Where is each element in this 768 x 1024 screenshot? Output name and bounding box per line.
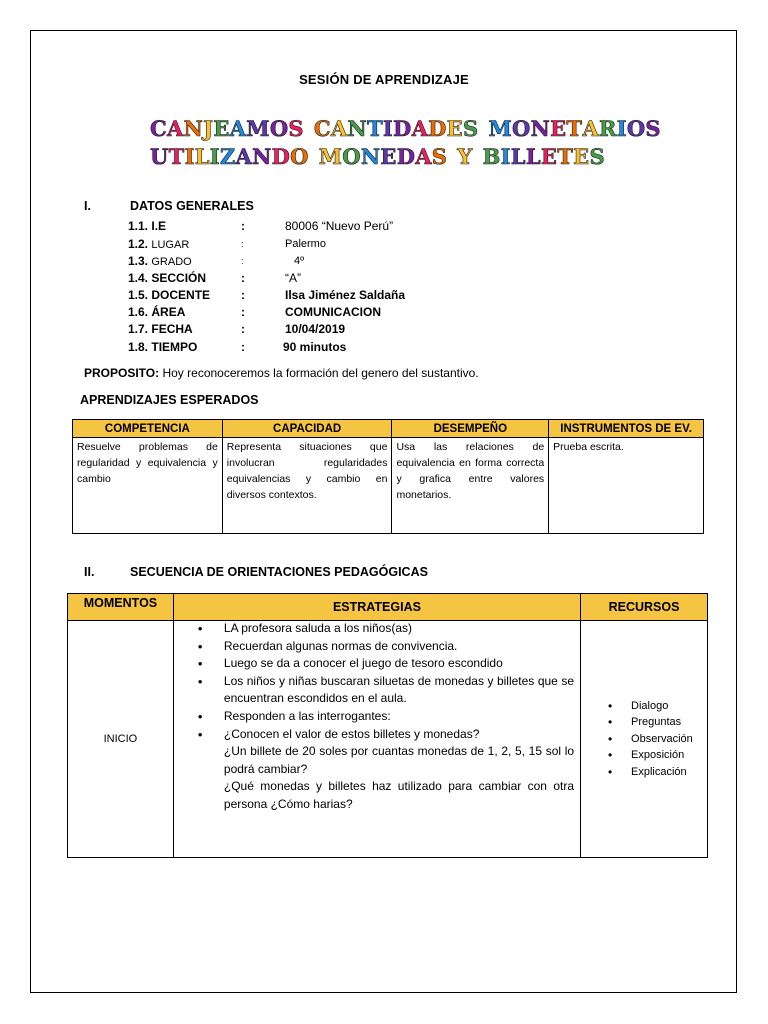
banner-letter: M [318, 144, 343, 169]
section-2-heading: SECUENCIA DE ORIENTACIONES PEDAGÓGICAS [130, 565, 428, 579]
banner-letter: T [566, 116, 583, 141]
recurso-item: • Exposición [608, 747, 707, 764]
banner-letter: N [360, 144, 381, 169]
banner-letter: M [246, 116, 270, 141]
banner-letter: C [150, 116, 168, 141]
proposito-label: PROPOSITO: [84, 366, 160, 380]
banner-letter: N [252, 144, 272, 169]
estrategias-cell [173, 621, 580, 858]
banner-line-2 [150, 144, 605, 169]
banner-letter: N [530, 116, 551, 141]
banner-letter: O [269, 116, 289, 141]
col-recursos: RECURSOS [581, 594, 708, 621]
cell-capacidad: Representa situaciones que involucran regularidades equivalencias y cambio en diversos contextos. [222, 438, 392, 534]
table-row [68, 621, 708, 858]
banner-letter: E [540, 144, 558, 169]
banner-letter [473, 144, 483, 169]
strategy-item: • Luego se da a conocer el juego de tesoro escondido [182, 655, 574, 673]
banner-letter: Z [219, 144, 236, 169]
banner-letter: A [235, 144, 253, 169]
col-momentos: MOMENTOS [68, 594, 174, 621]
proposito [84, 366, 479, 380]
section-1-numeral: I. [84, 199, 91, 213]
banner-letter: I [500, 144, 511, 169]
strategy-item: ¿Qué monedas y billetes haz utilizado para cambiar con otra persona ¿Cómo harias? [223, 779, 575, 811]
cell-competencia: Resuelve problemas de regularidad y equivalencia y cambio [73, 438, 223, 534]
strategy-item: • Recuerdan algunas normas de convivencia. [182, 638, 574, 656]
banner-letter [304, 116, 314, 141]
banner-letter: A [330, 116, 348, 141]
banner-letter: S [589, 144, 605, 169]
banner-letter: I [184, 144, 195, 169]
table-row [73, 438, 704, 534]
banner-letter: M [488, 116, 512, 141]
banner-letter: O [512, 116, 531, 141]
recursos-list [581, 698, 707, 781]
recurso-item: • Preguntas [608, 714, 707, 731]
banner-letter: T [168, 144, 185, 169]
banner-letter: C [313, 116, 331, 141]
banner-letter: U [150, 144, 169, 169]
banner-letter: S [431, 144, 448, 169]
aprendizajes-table [72, 419, 704, 534]
col-instrumentos: INSTRUMENTOS DE EV. [549, 420, 704, 438]
banner-letter [478, 116, 488, 141]
strategy-item: • Responden a las interrogantes: [182, 708, 574, 726]
banner-letter: S [288, 116, 304, 141]
recurso-item: • Dialogo [608, 698, 707, 715]
aprendizajes-heading: APRENDIZAJES ESPERADOS [80, 393, 259, 407]
strategy-list [174, 620, 580, 814]
banner-letter: A [415, 144, 432, 169]
banner-letter: B [482, 144, 501, 169]
secuencia-header-row [68, 594, 708, 621]
banner-letter: A [167, 116, 184, 141]
banner-letter: L [510, 144, 526, 169]
section-1-heading: DATOS GENERALES [130, 199, 254, 213]
banner-letter: D [271, 144, 291, 169]
proposito-text: Hoy reconoceremos la formación del genero del sustantivo. [162, 366, 479, 380]
strategy-item: ¿Un billete de 20 soles por cuantas monedas de 1, 2, 5, 15 sol lo podrá cambiar? [223, 744, 575, 776]
banner-letter [447, 144, 457, 169]
banner-letter: N [347, 116, 367, 141]
banner-letter: O [626, 116, 646, 141]
momento-inicio: INICIO [68, 621, 174, 858]
banner-letter: A [229, 116, 247, 141]
banner-letter: L [194, 144, 210, 169]
recurso-item: • Explicación [608, 764, 707, 781]
banner-letter: O [290, 144, 309, 169]
banner-letter: R [598, 116, 617, 141]
cell-instrumentos: Prueba escrita. [549, 438, 704, 534]
banner-letter: J [203, 116, 214, 141]
banner-letter: E [213, 116, 230, 141]
banner-letter: D [393, 116, 412, 141]
recursos-cell [581, 621, 708, 858]
banner-letter: Y [457, 144, 473, 169]
secuencia-table [67, 593, 708, 858]
banner-letter: E [446, 116, 463, 141]
banner-letter: I [382, 116, 394, 141]
banner-letter: L [525, 144, 541, 169]
col-desempeno: DESEMPEÑO [392, 420, 549, 438]
banner-letter: I [209, 144, 220, 169]
banner-letter: S [645, 116, 661, 141]
col-competencia: COMPETENCIA [73, 420, 223, 438]
banner-letter: I [616, 116, 627, 141]
document-title: SESIÓN DE APRENDIZAJE [299, 72, 469, 87]
banner-letter: E [380, 144, 397, 169]
section-2-numeral: II. [84, 565, 95, 579]
col-capacidad: CAPACIDAD [222, 420, 392, 438]
banner-letter: A [582, 116, 599, 141]
banner-letter: O [342, 144, 361, 169]
banner-line-1 [150, 116, 661, 141]
strategy-item: • LA profesora saluda a los niños(as) [182, 620, 574, 638]
banner-letter: T [557, 144, 574, 169]
banner-letter [309, 144, 319, 169]
strategy-item: • Los niños y niñas buscaran siluetas de monedas y billetes que se encuentran escondidos en el aula. [182, 673, 574, 708]
col-estrategias: ESTRATEGIAS [173, 594, 580, 621]
strategy-item: • ¿Conocen el valor de estos billetes y monedas? [182, 726, 574, 744]
banner-letter: N [183, 116, 204, 141]
cell-desempeno: Usa las relaciones de equivalencia en forma correcta y grafica entre valores monetarios. [392, 438, 549, 534]
aprendizajes-header-row [73, 420, 704, 438]
banner-letter: S [462, 116, 479, 141]
banner-letter: A [411, 116, 429, 141]
banner-letter: D [396, 144, 416, 169]
recurso-item: • Observación [608, 731, 707, 748]
banner-letter: E [550, 116, 567, 141]
banner-letter: T [366, 116, 383, 141]
banner-letter: D [428, 116, 447, 141]
banner-letter: E [573, 144, 590, 169]
